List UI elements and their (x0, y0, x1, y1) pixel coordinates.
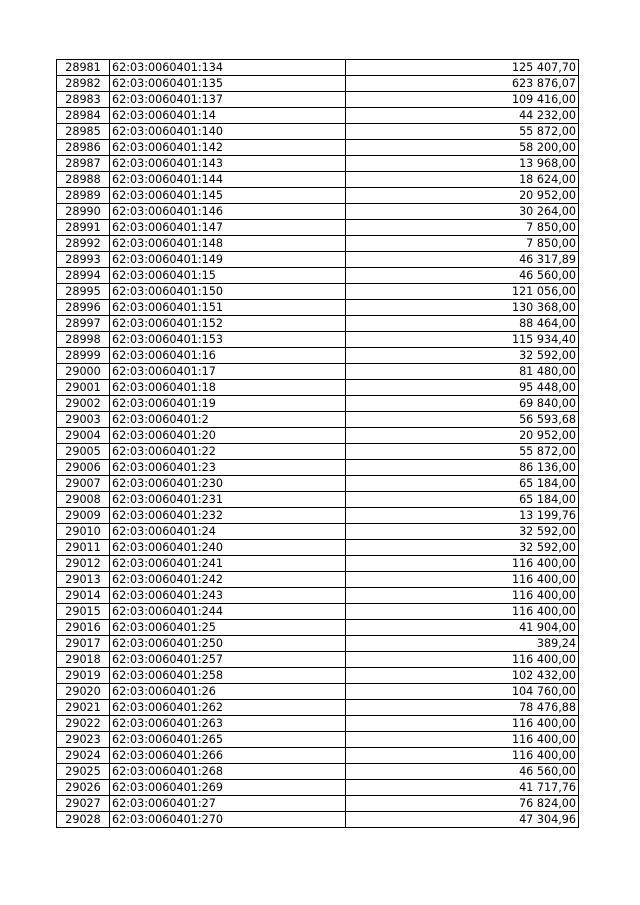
cadastral-number-cell: 62:03:0060401:231 (110, 492, 346, 508)
table-row (57, 732, 579, 748)
value-cell: 109 416,00 (346, 92, 579, 108)
table-row (57, 524, 579, 540)
row-number-cell: 29014 (57, 588, 110, 604)
row-number-cell: 29002 (57, 396, 110, 412)
row-number-cell: 28994 (57, 268, 110, 284)
cadastral-number-cell: 62:03:0060401:15 (110, 268, 346, 284)
cadastral-number-cell: 62:03:0060401:243 (110, 588, 346, 604)
table-row (57, 668, 579, 684)
table-row (57, 396, 579, 412)
table-row (57, 156, 579, 172)
cadastral-number-cell: 62:03:0060401:244 (110, 604, 346, 620)
row-number-cell: 28990 (57, 204, 110, 220)
row-number-cell: 29019 (57, 668, 110, 684)
table-row (57, 812, 579, 828)
table-row (57, 204, 579, 220)
cadastral-number-cell: 62:03:0060401:150 (110, 284, 346, 300)
cadastral-number-cell: 62:03:0060401:19 (110, 396, 346, 412)
value-cell: 55 872,00 (346, 124, 579, 140)
value-cell: 41 717,76 (346, 780, 579, 796)
cadastral-number-cell: 62:03:0060401:18 (110, 380, 346, 396)
table-row (57, 780, 579, 796)
table-row (57, 684, 579, 700)
value-cell: 20 952,00 (346, 428, 579, 444)
table-row (57, 492, 579, 508)
table-row (57, 316, 579, 332)
cadastral-number-cell: 62:03:0060401:2 (110, 412, 346, 428)
table-row (57, 796, 579, 812)
cadastral-value-table (56, 59, 579, 828)
value-cell: 46 560,00 (346, 764, 579, 780)
cadastral-number-cell: 62:03:0060401:143 (110, 156, 346, 172)
value-cell: 116 400,00 (346, 556, 579, 572)
value-cell: 58 200,00 (346, 140, 579, 156)
cadastral-number-cell: 62:03:0060401:22 (110, 444, 346, 460)
table-row (57, 172, 579, 188)
row-number-cell: 29025 (57, 764, 110, 780)
table-row (57, 588, 579, 604)
value-cell: 18 624,00 (346, 172, 579, 188)
value-cell: 76 824,00 (346, 796, 579, 812)
value-cell: 44 232,00 (346, 108, 579, 124)
value-cell: 69 840,00 (346, 396, 579, 412)
value-cell: 116 400,00 (346, 732, 579, 748)
cadastral-number-cell: 62:03:0060401:258 (110, 668, 346, 684)
row-number-cell: 28995 (57, 284, 110, 300)
row-number-cell: 29013 (57, 572, 110, 588)
value-cell: 389,24 (346, 636, 579, 652)
cadastral-number-cell: 62:03:0060401:147 (110, 220, 346, 236)
value-cell: 116 400,00 (346, 604, 579, 620)
row-number-cell: 28991 (57, 220, 110, 236)
cadastral-number-cell: 62:03:0060401:148 (110, 236, 346, 252)
cadastral-number-cell: 62:03:0060401:269 (110, 780, 346, 796)
table-row (57, 124, 579, 140)
cadastral-number-cell: 62:03:0060401:16 (110, 348, 346, 364)
row-number-cell: 29017 (57, 636, 110, 652)
row-number-cell: 29007 (57, 476, 110, 492)
value-cell: 116 400,00 (346, 716, 579, 732)
table-row (57, 620, 579, 636)
row-number-cell: 29012 (57, 556, 110, 572)
value-cell: 115 934,40 (346, 332, 579, 348)
cadastral-number-cell: 62:03:0060401:242 (110, 572, 346, 588)
value-cell: 116 400,00 (346, 748, 579, 764)
table-row (57, 556, 579, 572)
table-row (57, 748, 579, 764)
row-number-cell: 28982 (57, 76, 110, 92)
cadastral-number-cell: 62:03:0060401:257 (110, 652, 346, 668)
cadastral-number-cell: 62:03:0060401:24 (110, 524, 346, 540)
row-number-cell: 29008 (57, 492, 110, 508)
table-row (57, 236, 579, 252)
table-row (57, 460, 579, 476)
row-number-cell: 28999 (57, 348, 110, 364)
row-number-cell: 28983 (57, 92, 110, 108)
table-row (57, 412, 579, 428)
table-row (57, 140, 579, 156)
table-row (57, 380, 579, 396)
row-number-cell: 28987 (57, 156, 110, 172)
table-row (57, 508, 579, 524)
cadastral-number-cell: 62:03:0060401:20 (110, 428, 346, 444)
table-row (57, 764, 579, 780)
cadastral-number-cell: 62:03:0060401:25 (110, 620, 346, 636)
cadastral-number-cell: 62:03:0060401:17 (110, 364, 346, 380)
row-number-cell: 29004 (57, 428, 110, 444)
row-number-cell: 28981 (57, 60, 110, 76)
row-number-cell: 29003 (57, 412, 110, 428)
row-number-cell: 29024 (57, 748, 110, 764)
cadastral-number-cell: 62:03:0060401:250 (110, 636, 346, 652)
value-cell: 623 876,07 (346, 76, 579, 92)
row-number-cell: 29027 (57, 796, 110, 812)
cadastral-number-cell: 62:03:0060401:266 (110, 748, 346, 764)
value-cell: 7 850,00 (346, 220, 579, 236)
cadastral-number-cell: 62:03:0060401:26 (110, 684, 346, 700)
row-number-cell: 29020 (57, 684, 110, 700)
value-cell: 125 407,70 (346, 60, 579, 76)
row-number-cell: 28993 (57, 252, 110, 268)
row-number-cell: 28988 (57, 172, 110, 188)
value-cell: 65 184,00 (346, 476, 579, 492)
value-cell: 30 264,00 (346, 204, 579, 220)
row-number-cell: 29000 (57, 364, 110, 380)
cadastral-number-cell: 62:03:0060401:146 (110, 204, 346, 220)
row-number-cell: 28997 (57, 316, 110, 332)
value-cell: 121 056,00 (346, 284, 579, 300)
row-number-cell: 29028 (57, 812, 110, 828)
value-cell: 46 317,89 (346, 252, 579, 268)
table-row (57, 652, 579, 668)
cadastral-number-cell: 62:03:0060401:240 (110, 540, 346, 556)
value-cell: 32 592,00 (346, 524, 579, 540)
table-body (57, 60, 579, 828)
cadastral-number-cell: 62:03:0060401:262 (110, 700, 346, 716)
value-cell: 130 368,00 (346, 300, 579, 316)
row-number-cell: 29001 (57, 380, 110, 396)
value-cell: 7 850,00 (346, 236, 579, 252)
table-row (57, 572, 579, 588)
row-number-cell: 29016 (57, 620, 110, 636)
row-number-cell: 29023 (57, 732, 110, 748)
table-row (57, 348, 579, 364)
value-cell: 32 592,00 (346, 348, 579, 364)
row-number-cell: 28984 (57, 108, 110, 124)
value-cell: 13 968,00 (346, 156, 579, 172)
table-row (57, 332, 579, 348)
value-cell: 32 592,00 (346, 540, 579, 556)
row-number-cell: 28992 (57, 236, 110, 252)
table-row (57, 700, 579, 716)
table-row (57, 300, 579, 316)
value-cell: 78 476,88 (346, 700, 579, 716)
value-cell: 86 136,00 (346, 460, 579, 476)
value-cell: 46 560,00 (346, 268, 579, 284)
table-row (57, 188, 579, 204)
row-number-cell: 29006 (57, 460, 110, 476)
table-row (57, 364, 579, 380)
table-row (57, 268, 579, 284)
row-number-cell: 29009 (57, 508, 110, 524)
cadastral-number-cell: 62:03:0060401:151 (110, 300, 346, 316)
cadastral-number-cell: 62:03:0060401:135 (110, 76, 346, 92)
value-cell: 116 400,00 (346, 652, 579, 668)
value-cell: 55 872,00 (346, 444, 579, 460)
value-cell: 47 304,96 (346, 812, 579, 828)
value-cell: 116 400,00 (346, 572, 579, 588)
value-cell: 104 760,00 (346, 684, 579, 700)
cadastral-number-cell: 62:03:0060401:142 (110, 140, 346, 156)
value-cell: 13 199,76 (346, 508, 579, 524)
row-number-cell: 28996 (57, 300, 110, 316)
cadastral-number-cell: 62:03:0060401:268 (110, 764, 346, 780)
value-cell: 88 464,00 (346, 316, 579, 332)
row-number-cell: 29018 (57, 652, 110, 668)
table-row (57, 428, 579, 444)
row-number-cell: 29021 (57, 700, 110, 716)
table-row (57, 540, 579, 556)
cadastral-number-cell: 62:03:0060401:263 (110, 716, 346, 732)
row-number-cell: 28985 (57, 124, 110, 140)
cadastral-number-cell: 62:03:0060401:137 (110, 92, 346, 108)
row-number-cell: 29022 (57, 716, 110, 732)
value-cell: 102 432,00 (346, 668, 579, 684)
row-number-cell: 29010 (57, 524, 110, 540)
row-number-cell: 29005 (57, 444, 110, 460)
cadastral-number-cell: 62:03:0060401:149 (110, 252, 346, 268)
table-row (57, 60, 579, 76)
row-number-cell: 29015 (57, 604, 110, 620)
table-row (57, 76, 579, 92)
cadastral-number-cell: 62:03:0060401:241 (110, 556, 346, 572)
cadastral-number-cell: 62:03:0060401:230 (110, 476, 346, 492)
row-number-cell: 29026 (57, 780, 110, 796)
table-row (57, 636, 579, 652)
table-row (57, 108, 579, 124)
row-number-cell: 29011 (57, 540, 110, 556)
cadastral-number-cell: 62:03:0060401:140 (110, 124, 346, 140)
table-row (57, 284, 579, 300)
cadastral-number-cell: 62:03:0060401:27 (110, 796, 346, 812)
table-row (57, 92, 579, 108)
row-number-cell: 28989 (57, 188, 110, 204)
cadastral-number-cell: 62:03:0060401:14 (110, 108, 346, 124)
table-row (57, 252, 579, 268)
cadastral-number-cell: 62:03:0060401:270 (110, 812, 346, 828)
value-cell: 65 184,00 (346, 492, 579, 508)
value-cell: 81 480,00 (346, 364, 579, 380)
cadastral-number-cell: 62:03:0060401:153 (110, 332, 346, 348)
cadastral-number-cell: 62:03:0060401:23 (110, 460, 346, 476)
cadastral-number-cell: 62:03:0060401:145 (110, 188, 346, 204)
value-cell: 20 952,00 (346, 188, 579, 204)
value-cell: 56 593,68 (346, 412, 579, 428)
value-cell: 116 400,00 (346, 588, 579, 604)
table-row (57, 220, 579, 236)
value-cell: 41 904,00 (346, 620, 579, 636)
cadastral-number-cell: 62:03:0060401:232 (110, 508, 346, 524)
cadastral-number-cell: 62:03:0060401:152 (110, 316, 346, 332)
cadastral-number-cell: 62:03:0060401:144 (110, 172, 346, 188)
table-row (57, 716, 579, 732)
table-row (57, 476, 579, 492)
row-number-cell: 28998 (57, 332, 110, 348)
row-number-cell: 28986 (57, 140, 110, 156)
cadastral-number-cell: 62:03:0060401:134 (110, 60, 346, 76)
table-row (57, 444, 579, 460)
value-cell: 95 448,00 (346, 380, 579, 396)
cadastral-number-cell: 62:03:0060401:265 (110, 732, 346, 748)
table-row (57, 604, 579, 620)
